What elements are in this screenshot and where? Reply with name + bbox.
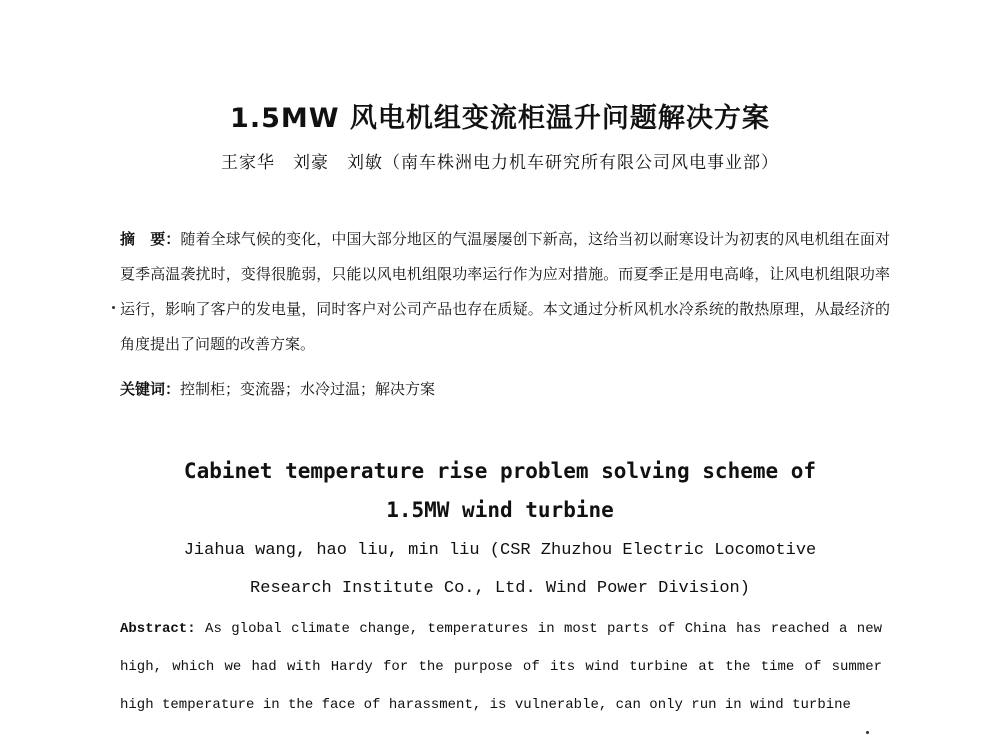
chinese-keywords [120, 378, 890, 399]
english-abstract [120, 610, 882, 724]
chinese-abstract-label: 摘 要： [120, 230, 181, 248]
english-abstract-text: As global climate change, temperatures in most parts of China has reached a new high, which we had with Hardy for the purpose of its wind turbine at the time of summer high temperature in the face of harassment, is vulnerable, can only run in wind turbine [120, 621, 882, 713]
english-authors-line-2: Research Institute Co., Ltd. Wind Power Division) [250, 579, 750, 598]
english-title-line-2: 1.5MW wind turbine [386, 498, 614, 522]
english-title [0, 452, 1000, 530]
chinese-abstract-text: 随着全球气候的变化，中国大部分地区的气温屡屡创下新高，这给当初以耐寒设计为初衷的风电机组在面对夏季高温袭扰时，变得很脆弱，只能以风电机组限功率运行作为应对措施。而夏季正是用电高峰，让风电机组限功率运行，影响了客户的发电量，同时客户对公司产品也存在质疑。本文通过分析风机水冷系统的散热原理，从最经济的角度提出了问题的改善方案。 [120, 230, 890, 353]
chinese-title: 1.5MW 风电机组变流柜温升问题解决方案 [230, 103, 770, 134]
chinese-authors: 王家华 刘豪 刘敏（南车株洲电力机车研究所有限公司风电事业部） [221, 153, 779, 173]
english-title-line-1: Cabinet temperature rise problem solving scheme of [183, 459, 817, 483]
english-authors-line-1: Jiahua wang, hao liu, min liu (CSR Zhuzhou Electric Locomotive [183, 541, 817, 560]
english-authors [0, 532, 1000, 608]
chinese-keywords-text: 控制柜；变流器；水冷过温；解决方案 [180, 380, 436, 398]
scan-speck [866, 731, 869, 734]
english-abstract-label: Abstract: [120, 621, 196, 637]
chinese-keywords-label: 关键词： [120, 380, 181, 398]
chinese-abstract [120, 222, 890, 362]
scan-speck [112, 306, 115, 309]
